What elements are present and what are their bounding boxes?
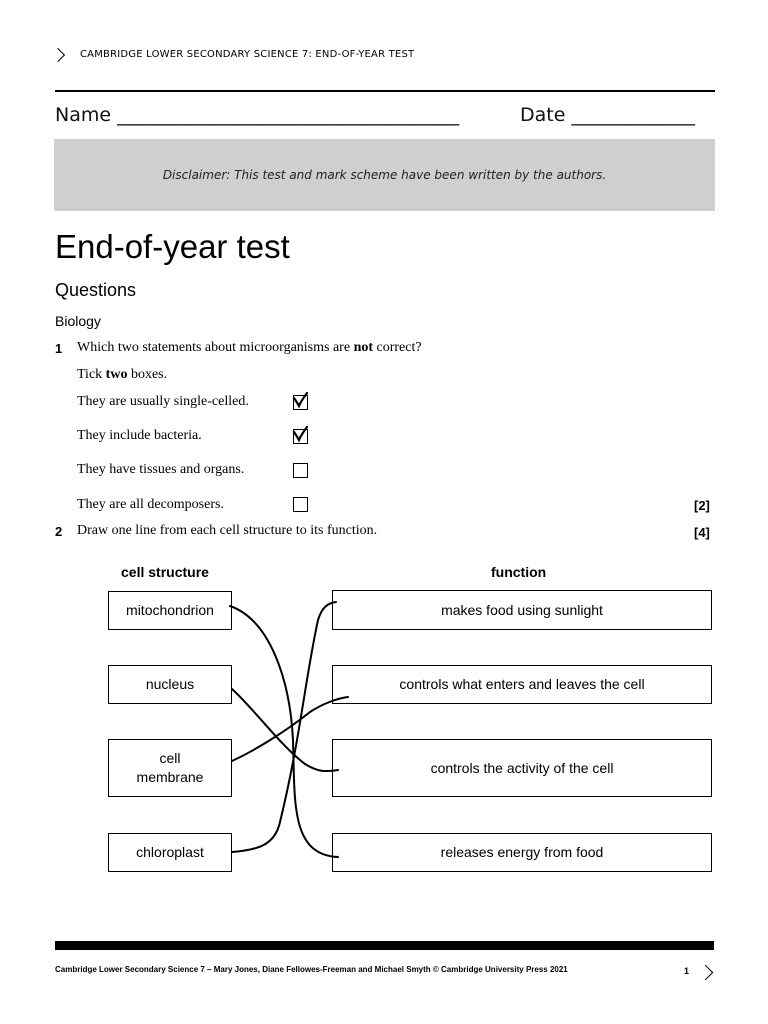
name-field bbox=[55, 104, 459, 126]
function-box-controls-activity[interactable]: controls the activity of the cell bbox=[332, 739, 712, 797]
function-box-releases-energy[interactable]: releases energy from food bbox=[332, 833, 712, 872]
q1-question-text bbox=[77, 340, 422, 356]
q2-number: 2 bbox=[55, 524, 63, 539]
q1-instruction-after: boxes. bbox=[127, 367, 168, 382]
footer-copyright: Cambridge Lower Secondary Science 7 – Mary Jones, Diane Fellowes-Freeman and Michael Smyth © Cambridge University Press 2021 bbox=[55, 965, 568, 974]
line-nucleus-to-controls-activity bbox=[232, 689, 338, 771]
q1-option-label: They include bacteria. bbox=[77, 428, 202, 443]
q1-option-checkbox[interactable] bbox=[293, 463, 308, 478]
q1-option-label: They are all decomposers. bbox=[77, 497, 224, 512]
date-label: Date bbox=[520, 104, 566, 126]
line-mitochondrion-to-releases-energy bbox=[230, 606, 338, 857]
name-blank: ____________________________________ bbox=[117, 104, 460, 126]
q1-option-label: They have tissues and organs. bbox=[77, 462, 245, 477]
line-chloroplast-to-makes-food bbox=[232, 602, 336, 852]
q1-text-bold: not bbox=[353, 340, 374, 355]
page-title: End-of-year test bbox=[55, 228, 290, 265]
q1-instruction-bold: two bbox=[105, 367, 128, 382]
section-heading: Biology bbox=[55, 313, 101, 329]
function-box-controls-entry[interactable]: controls what enters and leaves the cell bbox=[332, 665, 712, 704]
disclaimer-text: Disclaimer: This test and mark scheme have been written by the authors. bbox=[162, 168, 607, 182]
running-header: CAMBRIDGE LOWER SECONDARY SCIENCE 7: END-OF-YEAR TEST bbox=[80, 49, 415, 60]
structure-box-nucleus[interactable]: nucleus bbox=[108, 665, 232, 704]
q1-option-checkbox[interactable] bbox=[293, 497, 308, 512]
q2-question-text: Draw one line from each cell structure to its function. bbox=[77, 523, 378, 538]
section-subtitle: Questions bbox=[55, 280, 137, 300]
tick-mark-icon bbox=[290, 390, 310, 410]
structure-box-cell-membrane[interactable]: cell membrane bbox=[108, 739, 232, 797]
name-label: Name bbox=[55, 104, 112, 126]
tick-mark-icon bbox=[290, 424, 310, 444]
date-field bbox=[520, 104, 695, 126]
chevron-right-icon[interactable] bbox=[698, 965, 714, 981]
q1-number: 1 bbox=[55, 341, 63, 356]
structure-box-chloroplast[interactable]: chloroplast bbox=[108, 833, 232, 872]
q1-text-after: correct? bbox=[373, 340, 422, 355]
date-blank: _____________ bbox=[571, 104, 695, 126]
structure-column-heading: cell structure bbox=[121, 564, 209, 580]
q1-marks: [2] bbox=[694, 498, 710, 513]
function-box-makes-food[interactable]: makes food using sunlight bbox=[332, 590, 712, 630]
disclaimer-box bbox=[54, 139, 715, 211]
q1-text-before: Which two statements about microorganisms are bbox=[77, 340, 354, 355]
q1-instruction-before: Tick bbox=[77, 367, 106, 382]
line-cell-membrane-to-controls-entry bbox=[232, 697, 348, 761]
footer-bar bbox=[55, 941, 714, 950]
structure-box-mitochondrion[interactable]: mitochondrion bbox=[108, 591, 232, 630]
q1-instruction bbox=[77, 367, 167, 383]
page-number: 1 bbox=[684, 966, 690, 976]
chevron-right-icon bbox=[51, 48, 65, 62]
q1-option-label: They are usually single-celled. bbox=[77, 394, 249, 409]
function-column-heading: function bbox=[491, 564, 547, 580]
q2-marks: [4] bbox=[694, 525, 710, 540]
header-rule bbox=[55, 90, 715, 92]
